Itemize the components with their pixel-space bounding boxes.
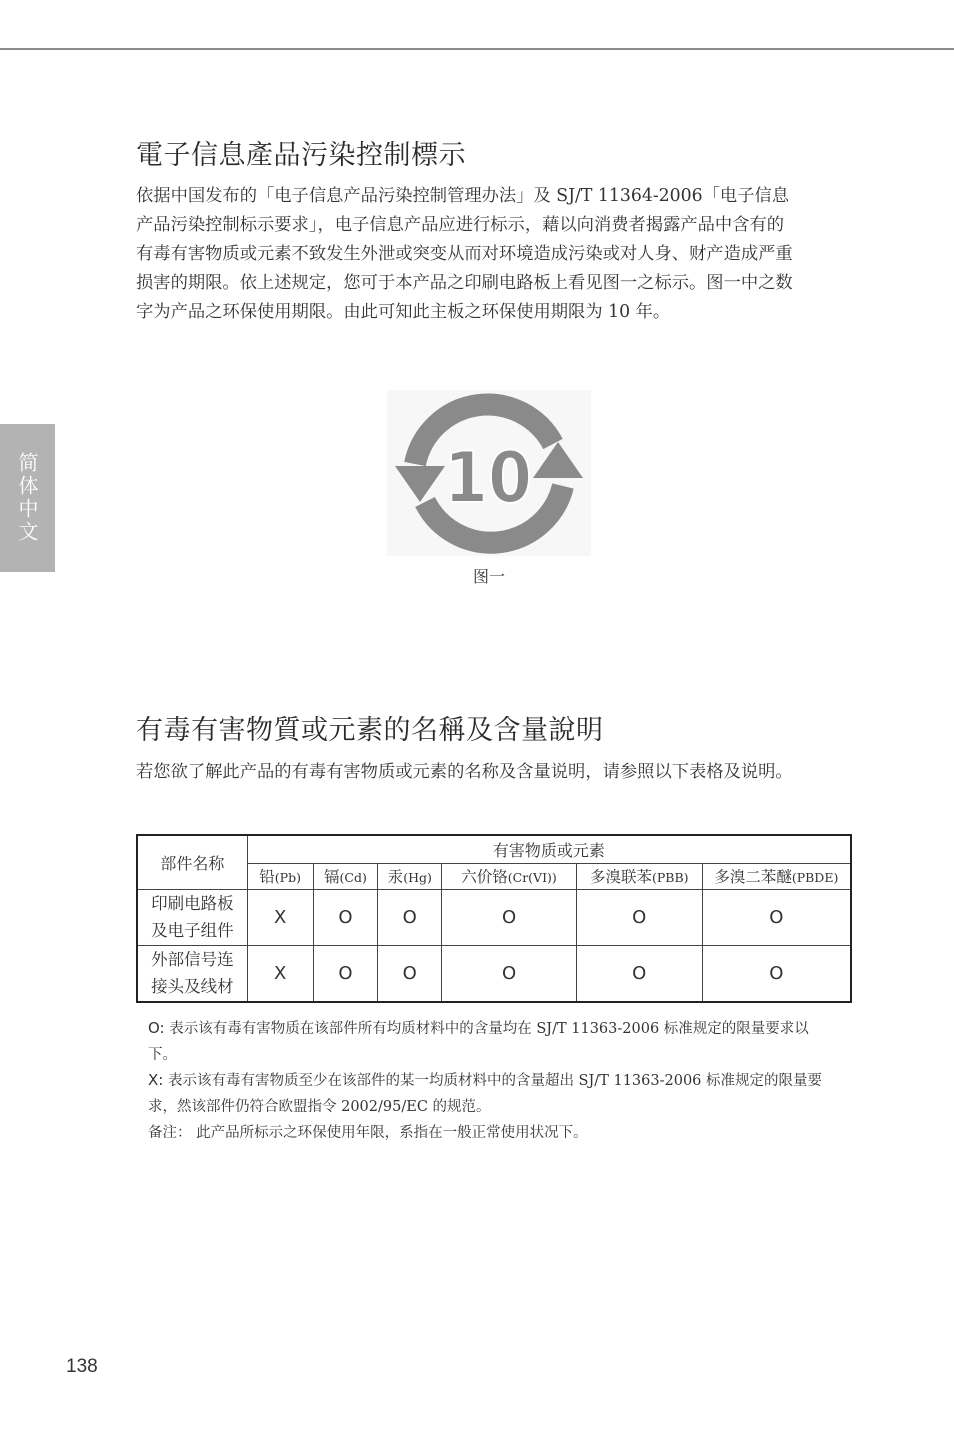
column-header-cadmium: 镉(Cd) xyxy=(313,863,378,889)
table-row xyxy=(137,889,851,945)
section-title-pollution-control-mark: 電子信息產品污染控制標示 xyxy=(136,140,466,171)
language-label: 简体中文 xyxy=(15,452,39,544)
value-cell: X xyxy=(247,889,313,945)
value-cell: O xyxy=(313,889,378,945)
note-o: O: 表示该有毒有害物质在该部件所有均质材料中的含量均在 SJ/T 11363-2006 标准规定的限量要求以下。 xyxy=(148,1019,809,1063)
value-cell: O xyxy=(378,945,442,1002)
environment-protection-use-period-icon xyxy=(387,390,591,556)
page-number: 138 xyxy=(66,1356,98,1377)
environment-protection-logo xyxy=(387,390,591,556)
substance-group-header: 有害物质或元素 xyxy=(247,835,851,863)
value-cell: O xyxy=(702,945,851,1002)
column-header-hexavalent-chromium: 六价铬(Cr(VI)) xyxy=(442,863,577,889)
column-header-lead: 铅(Pb) xyxy=(247,863,313,889)
value-cell: X xyxy=(247,945,313,1002)
hazardous-substances-table xyxy=(136,834,852,1003)
logo-number: 10 xyxy=(444,437,532,519)
value-cell: O xyxy=(313,945,378,1002)
pollution-control-paragraph: 依据中国发布的「电子信息产品污染控制管理办法」及 SJ/T 11364-2006「电子信息产品污染控制标示要求」，电子信息产品应进行标示，藉以向消费者揭露产品中含有的有毒有害物质或元素不致发生外泄或突变从而对环境造成污染或对人身、财产造成严重损害的期限。依上述规定，您可于本产品之印刷电路板上看见图一之标示。图一中之数字为产品之环保使用期限。由此可知此主板之环保使用期限为 10 年。 xyxy=(136,186,793,322)
part-name-header: 部件名称 xyxy=(137,835,247,889)
column-header-pbde: 多溴二苯醚(PBDE) xyxy=(702,863,851,889)
value-cell: O xyxy=(576,945,702,1002)
table-notes xyxy=(148,1016,828,1147)
top-rule xyxy=(0,48,954,50)
value-cell: O xyxy=(702,889,851,945)
value-cell: O xyxy=(442,945,577,1002)
value-cell: O xyxy=(378,889,442,945)
part-name-cell: 印刷电路板 及电子组件 xyxy=(137,889,247,945)
figure-caption: 图一 xyxy=(472,567,505,586)
table-header-row xyxy=(137,835,851,863)
column-header-pbb: 多溴联苯(PBB) xyxy=(576,863,702,889)
value-cell: O xyxy=(576,889,702,945)
hazardous-substances-paragraph: 若您欲了解此产品的有毒有害物质或元素的名称及含量说明，请参照以下表格及说明。 xyxy=(136,762,793,782)
column-header-mercury: 汞(Hg) xyxy=(378,863,442,889)
table-row xyxy=(137,945,851,1002)
language-side-tab xyxy=(0,424,55,572)
part-name-cell: 外部信号连 接头及线材 xyxy=(137,945,247,1002)
note-remark: 备注： 此产品所标示之环保使用年限，系指在一般正常使用状况下。 xyxy=(148,1125,588,1141)
value-cell: O xyxy=(442,889,577,945)
note-x: X: 表示该有毒有害物质至少在该部件的某一均质材料中的含量超出 SJ/T 11363-2006 标准规定的限量要求，然该部件仍符合欧盟指令 2002/95/EC 的规范。 xyxy=(148,1071,823,1115)
section-title-hazardous-substances: 有毒有害物質或元素的名稱及含量說明 xyxy=(136,715,604,746)
